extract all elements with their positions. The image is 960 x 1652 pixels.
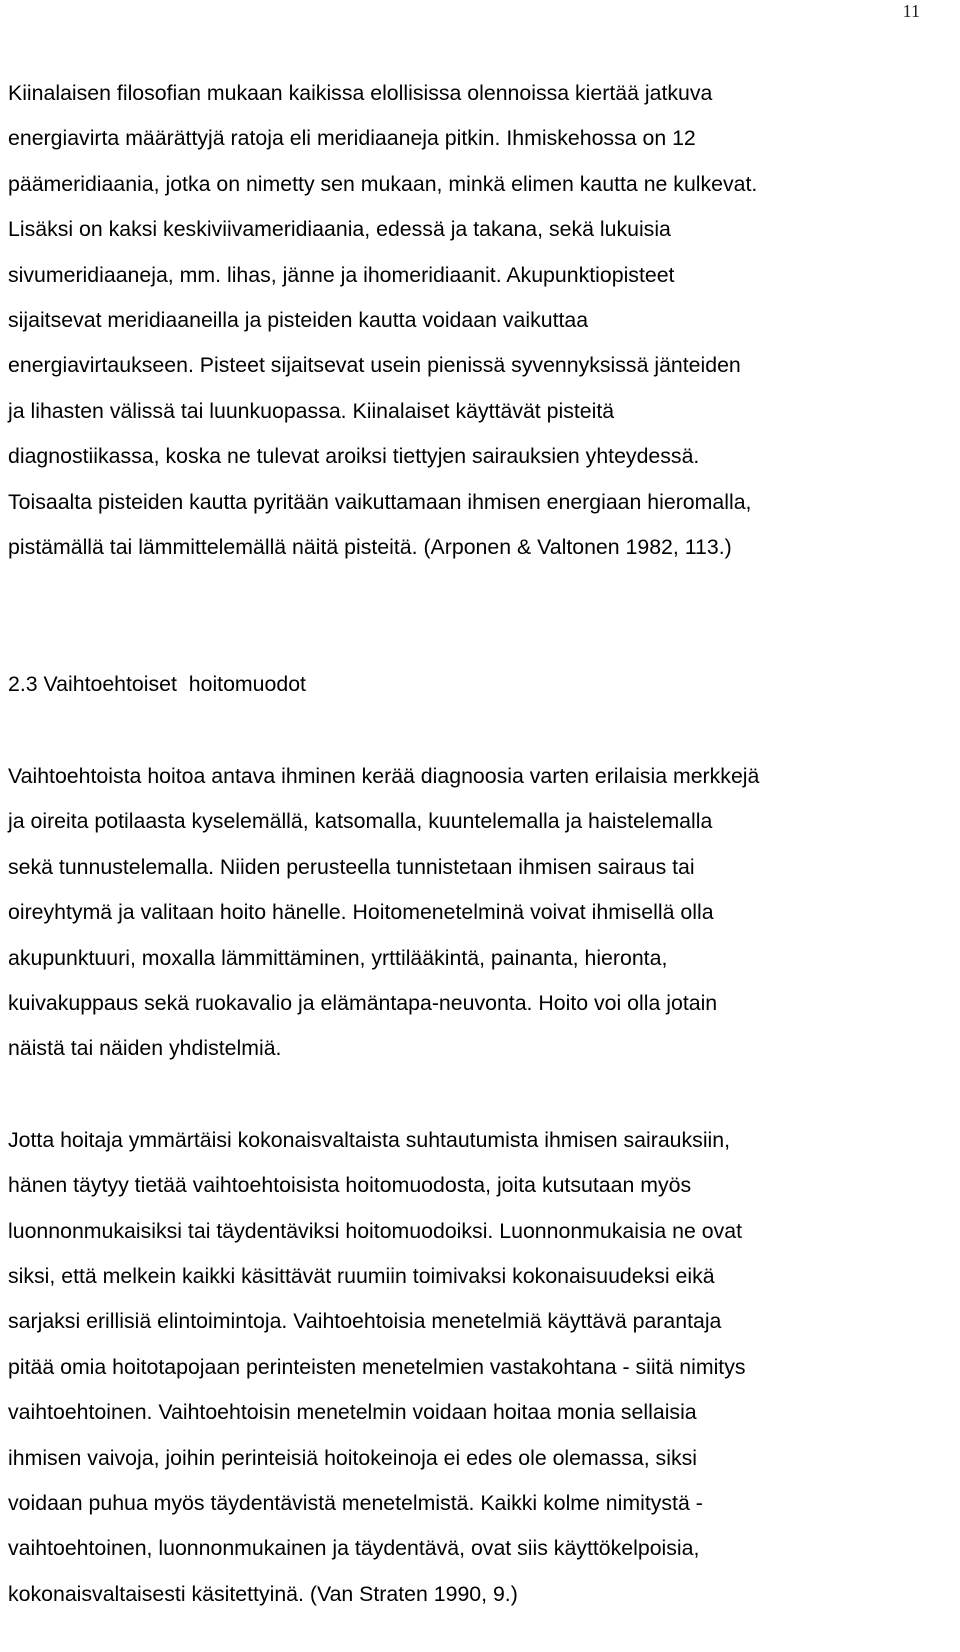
text-line: sarjaksi erillisiä elintoimintoja. Vaihtoehtoisia menetelmiä käyttävä parantaja <box>8 1309 722 1334</box>
text-line: sivumeridiaaneja, mm. lihas, jänne ja ihomeridiaanit. Akupunktiopisteet <box>8 262 675 287</box>
text-line: vaihtoehtoinen, luonnonmukainen ja täydentävä, ovat siis käyttökelpoisia, <box>8 1536 700 1561</box>
text-line: pitää omia hoitotapojaan perinteisten menetelmien vastakohtana - siitä nimitys <box>8 1354 746 1379</box>
text-line: sijaitsevat meridiaaneilla ja pisteiden kautta voidaan vaikuttaa <box>8 308 589 333</box>
text-line: siksi, että melkein kaikki käsittävät ruumiin toimivaksi kokonaisuudeksi eikä <box>8 1263 715 1288</box>
spacer <box>8 708 920 754</box>
text-line: Vaihtoehtoista hoitoa antava ihminen kerää diagnoosia varten erilaisia merkkejä <box>8 763 760 788</box>
text-line: diagnostiikassa, koska ne tulevat aroiksi tiettyjen sairauksien yhteydessä. <box>8 444 700 469</box>
text-line: Jotta hoitaja ymmärtäisi kokonaisvaltaista suhtautumista ihmisen sairauksiin, <box>8 1127 731 1152</box>
text-line: päämeridiaania, jotka on nimetty sen mukaan, minkä elimen kautta ne kulkevat. <box>8 171 758 196</box>
text-line: oireyhtymä ja valitaan hoito hänelle. Hoitomenetelminä voivat ihmisellä olla <box>8 900 714 925</box>
text-line: ihmisen vaivoja, joihin perinteisiä hoitokeinoja ei edes ole olemassa, siksi <box>8 1445 697 1470</box>
paragraph-holistic <box>8 1118 920 1617</box>
text-line: energiavirtaukseen. Pisteet sijaitsevat usein pienissä syvennyksissä jänteiden <box>8 353 741 378</box>
text-line: energiavirta määrättyjä ratoja eli meridiaaneja pitkin. Ihmiskehossa on 12 <box>8 126 696 151</box>
text-line: Kiinalaisen filosofian mukaan kaikissa elollisissa olennoissa kiertää jatkuva <box>8 81 713 105</box>
document-body <box>8 71 920 1617</box>
text-line: vaihtoehtoinen. Vaihtoehtoisin menetelmin voidaan hoitaa monia sellaisia <box>8 1400 697 1425</box>
text-line: kokonaisvaltaisesti käsitettyinä. (Van Straten 1990, 9.) <box>8 1581 518 1606</box>
section-heading: 2.3 Vaihtoehtoiset hoitomuodot <box>8 672 306 697</box>
paragraph-meridians <box>8 71 920 570</box>
text-line: ja oireita potilaasta kyselemällä, katsomalla, kuuntelemalla ja haistelemalla <box>8 809 713 834</box>
text-line: sekä tunnustelemalla. Niiden perusteella tunnistetaan ihmisen sairaus tai <box>8 854 695 879</box>
paragraph-diagnosis <box>8 754 920 1072</box>
page-number: 11 <box>902 1 920 21</box>
text-line: hänen täytyy tietää vaihtoehtoisista hoitomuodosta, joita kutsutaan myös <box>8 1173 692 1198</box>
text-line: näistä tai näiden yhdistelmiä. <box>8 1036 282 1061</box>
text-line: ja lihasten välissä tai luunkuopassa. Kiinalaiset käyttävät pisteitä <box>8 398 615 423</box>
text-line: kuivakuppaus sekä ruokavalio ja elämäntapa-neuvonta. Hoito voi olla jotain <box>8 990 718 1015</box>
spacer <box>8 570 920 662</box>
text-line: akupunktuuri, moxalla lämmittäminen, yrttilääkintä, painanta, hieronta, <box>8 945 668 970</box>
text-line: luonnonmukaisiksi tai täydentäviksi hoitomuodoiksi. Luonnonmukaisia ne ovat <box>8 1218 742 1243</box>
text-line: voidaan puhua myös täydentävistä menetelmistä. Kaikki kolme nimitystä - <box>8 1490 703 1515</box>
text-line: pistämällä tai lämmittelemällä näitä pisteitä. (Arponen & Valtonen 1982, 113.) <box>8 535 732 560</box>
spacer <box>8 1072 920 1118</box>
text-line: Toisaalta pisteiden kautta pyritään vaikuttamaan ihmisen energiaan hieromalla, <box>8 489 752 514</box>
text-line: Lisäksi on kaksi keskiviivameridiaania, edessä ja takana, sekä lukuisia <box>8 217 671 242</box>
